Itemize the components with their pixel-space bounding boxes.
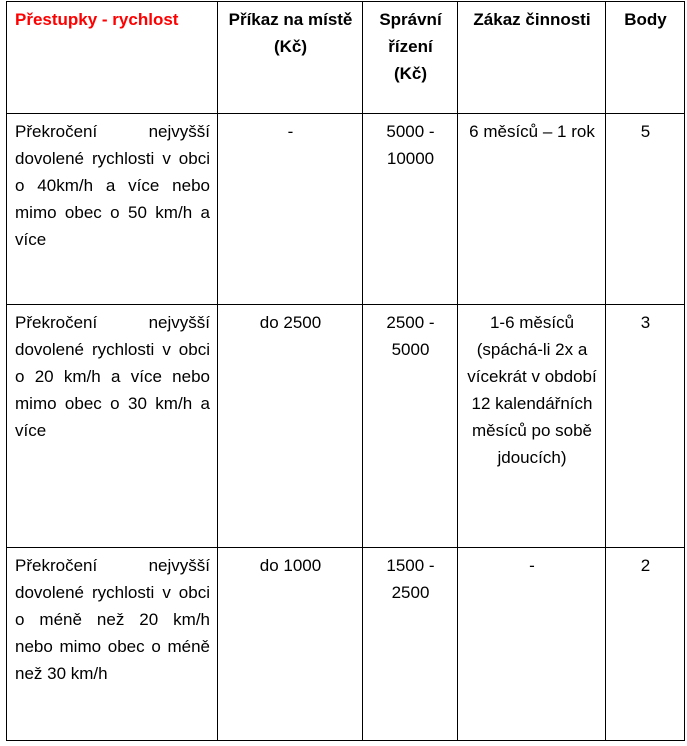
spravni-value: 2500 - 5000 (363, 305, 458, 548)
speeding-offenses-table (6, 1, 685, 741)
body-value: 3 (606, 305, 685, 548)
table-header-row (7, 2, 685, 114)
table-row (7, 305, 685, 548)
spravni-value: 1500 - 2500 (363, 548, 458, 741)
offense-description: Překročení nejvyšší dovolené rychlosti v obci o 20 km/h a více nebo mimo obec o 30 km/h a více (7, 305, 218, 548)
prikaz-value: do 2500 (218, 305, 363, 548)
prikaz-value: do 1000 (218, 548, 363, 741)
column-header-zakaz: Zákaz činnosti (458, 2, 606, 114)
body-value: 5 (606, 114, 685, 305)
column-header-body: Body (606, 2, 685, 114)
column-header-spravni: Správní řízení (Kč) (363, 2, 458, 114)
zakaz-value: 1-6 měsíců (spáchá-li 2x a vícekrát v období 12 kalendářních měsíců po sobě jdoucích) (458, 305, 606, 548)
body-value: 2 (606, 548, 685, 741)
table-row (7, 548, 685, 741)
zakaz-value: - (458, 548, 606, 741)
prikaz-value: - (218, 114, 363, 305)
table-row (7, 114, 685, 305)
offense-description: Překročení nejvyšší dovolené rychlosti v obci o 40km/h a více nebo mimo obec o 50 km/h a více (7, 114, 218, 305)
column-header-prikaz: Příkaz na místě (Kč) (218, 2, 363, 114)
offense-description: Překročení nejvyšší dovolené rychlosti v obci o méně než 20 km/h nebo mimo obec o méně než 30 km/h (7, 548, 218, 741)
table-title: Přestupky - rychlost (7, 2, 218, 114)
spravni-value: 5000 - 10000 (363, 114, 458, 305)
zakaz-value: 6 měsíců – 1 rok (458, 114, 606, 305)
